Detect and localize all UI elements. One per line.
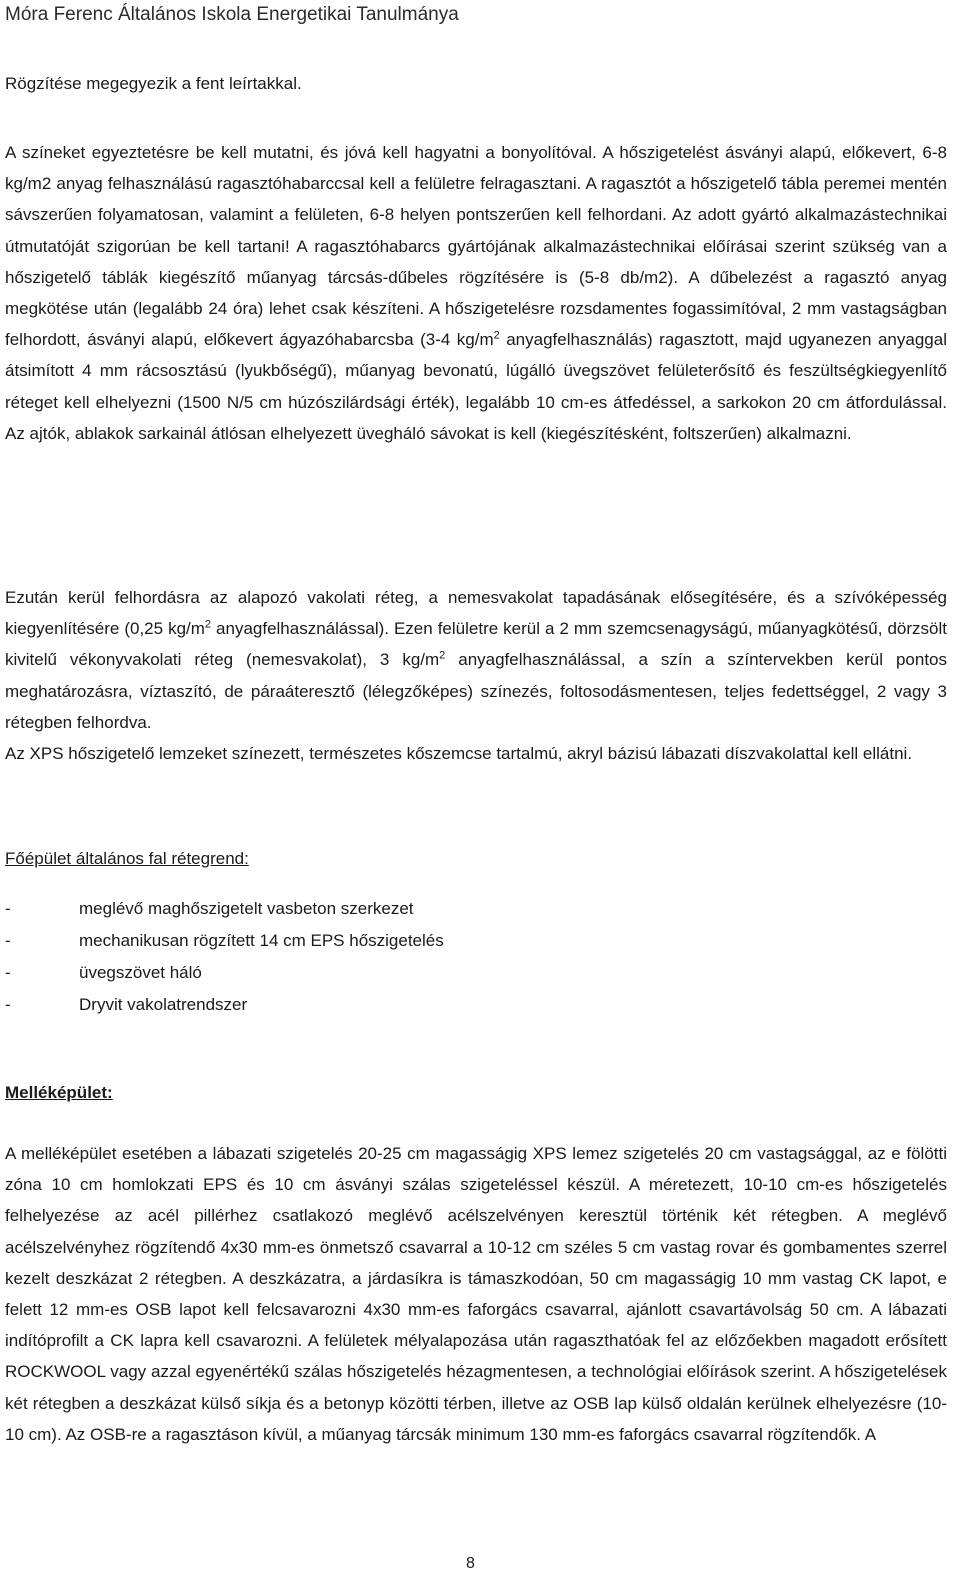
paragraph-annex-building: A melléképület esetében a lábazati szigetelés 20-25 cm magasságig XPS lemez szigetelés 20 cm vastagsággal, az e fölötti zóna 10 cm homlokzati EPS és 10 cm ásványi szálas szigeteléssel készül. A méretezett, 10-10 cm-es hőszigetelés felhelyezése az acél pillérhez csatlakozó meglévő acélszelvényen keresztül történik két rétegben. A meglévő acélszelvényhez rögzítendő 4x30 mm-es önmetsző csavarral a 10-12 cm széles 5 cm vastag rovar és gombamentes szerrel kezelt deszkázat 2 rétegben. A deszkázatra, a járdasíkra is támaszkodóan, 50 cm magasságig 10 mm vastag CK lapot, e felett 12 mm-es OSB lapot kell felcsavarozni 4x30 mm-es faforgács csavarral, ajánlott csavartávolság 50 cm. A lábazati indítóprofilt a CK lapra kell csavarozni. A felületek mélyalapozása után ragaszthatóak fel az előzőekben magadott erősített ROCKWOOL vagy azzal egyenértékű szálas hőszigetelés hézagmentesen, a technológiai előírások szerint. A hőszigetelések két rétegben a deszkázat külső síkja és a betonyp közötti térben, illetve az OSB lap külső oldalán kerülnek elhelyezésre (10-10 cm). Az OSB-re a ragasztáson kívül, a műanyag tárcsák minimum 130 mm-es faforgács csavarral rögzítendők. A: [5, 1144, 947, 1444]
wall-layers-list: [5, 893, 444, 1021]
superscript: 2: [439, 649, 446, 662]
paragraph-fixing-note: Rögzítése megegyezik a fent leírtakkal.: [5, 74, 302, 93]
list-dash: -: [5, 995, 11, 1014]
paragraph-text: A színeket egyeztetésre be kell mutatni, és jóvá kell hagyatni a bonyolítóval. A hőszigetelést ásványi alapú, előkevert, 6-8 kg/m2 anyag felhasználású ragasztóhabarccsal kell a felületre felragasztani. A ragasztót a hőszigetelő tábla peremei mentén sávszerűen folyamatosan, valamint a felületen, 6-8 helyen pontszerűen kell felhordani. Az adott gyártó alkalmazástechnikai útmutatóját szigorúan be kell tartani! A ragasztóhabarcs gyártójának alkalmazástechnikai előírásai szerint szükség van a hőszigetelő táblák kiegészítő műanyag tárcsás-dűbeles rögzítésére is (5-8 db/m2). A dűbelezést a ragasztó anyag megkötése után (legalább 24 óra) lehet csak készíteni. A hőszigetelésre rozsdamentes fogassimítóval, 2 mm vastagságban felhordott, ásványi alapú, előkevert ágyazóhabarcsba (3-4 kg/m: [5, 143, 947, 350]
page-header: Móra Ferenc Általános Iskola Energetikai Tanulmánya: [5, 4, 459, 25]
list-item: [5, 957, 444, 989]
paragraph-text: Ezután kerül felhordásra az alapozó vakolati réteg, a nemesvakolat tapadásának elősegítésére, és a szívóképesség kiegyenlítésére (0,25 kg/m: [5, 588, 947, 639]
list-item-label: mechanikusan rögzített 14 cm EPS hőszigetelés: [79, 931, 444, 950]
paragraph-text: anyagfelhasználással). Ezen felületre kerül a 2 mm szemcsenagyságú, műanyagkötésű, dörzsölt kivitelű vékonyvakolati réteg (nemesvakolat), 3 kg/m: [5, 619, 947, 670]
list-dash: -: [5, 899, 11, 918]
page-number: 8: [466, 1555, 475, 1572]
list-item: [5, 893, 444, 925]
paragraph-text: anyagfelhasználással, a szín a színtervekben kerül pontos meghatározásra, víztaszító, de páraáteresztő (lélegzőképes) színezés, foltosodásmentesen, teljes fedettséggel, 2 vagy 3 rétegben felhordva.: [5, 650, 947, 732]
superscript: 2: [493, 329, 500, 342]
list-item-label: meglévő maghőszigetelt vasbeton szerkezet: [79, 899, 414, 918]
list-dash: -: [5, 931, 11, 950]
list-dash: -: [5, 963, 11, 982]
list-item-label: üvegszövet háló: [79, 963, 202, 982]
paragraph-insulation-adhesive: [5, 137, 947, 449]
wall-layers-heading: Főépület általános fal rétegrend:: [5, 849, 249, 868]
superscript: 2: [204, 618, 212, 631]
paragraph-text: anyagfelhasználás) ragasztott, majd ugyanezen anyaggal átsimított 4 mm rácsosztású (lyukbőségű), műanyag bevonatú, lúgálló üvegszövet felületerősítő és feszültségkiegyenlítő réteget kell elhelyezni (1500 N/5 cm húzószilárdsági érték), legalább 10 cm-es átfedéssel, a sarkokon 20 cm átfordulással. Az ajtók, ablakok sarkainál átlósan elhelyezett üvegháló sávokat is kell (kiegészítésként, foltszerűen) alkalmazni.: [5, 330, 947, 443]
list-item-label: Dryvit vakolatrendszer: [79, 995, 248, 1014]
list-item: [5, 925, 444, 957]
paragraph-xps-plinth: Az XPS hőszigetelő lemzeket színezett, természetes kőszemcse tartalmú, akryl bázisú lábazati díszvakolattal kell ellátni.: [5, 744, 913, 763]
paragraph-render-layers: [5, 582, 947, 738]
annex-heading: Melléképület:: [5, 1083, 113, 1102]
list-item: [5, 989, 444, 1021]
